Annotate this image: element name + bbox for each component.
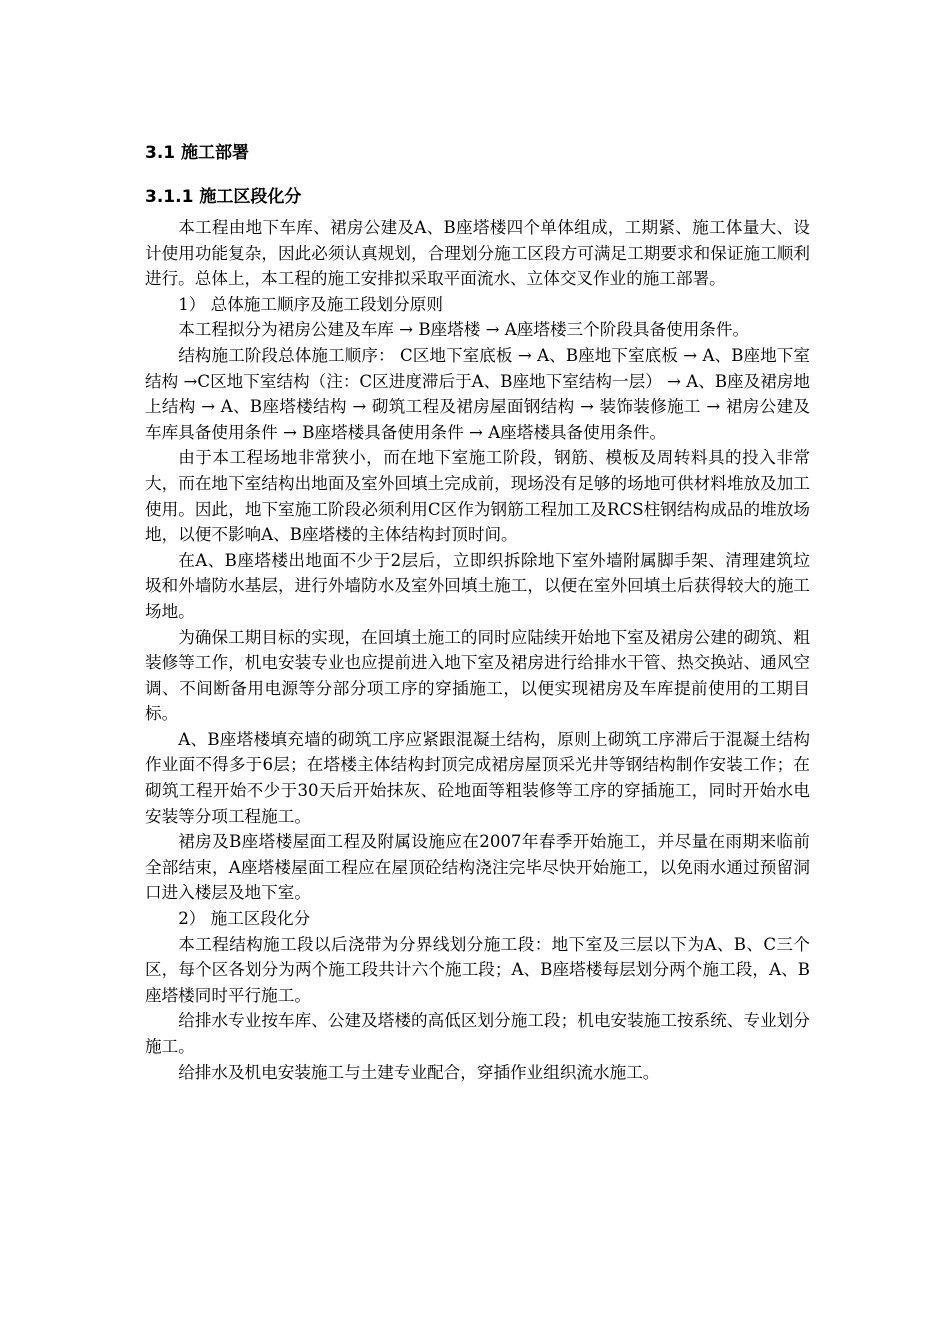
list-item-heading-2: 2） 施工区段化分 bbox=[178, 909, 311, 929]
section-heading: 3.1 施工部署 bbox=[145, 143, 250, 163]
paragraph-coordination: 给排水及机电安装施工与土建专业配合，穿插作业组织流水施工。 bbox=[178, 1062, 660, 1082]
paragraph-site-constraints: 由于本工程场地非常狭小，而在地下室施工阶段，钢筋、模板及周转料具的投入非常大，而在地下室结构出地面及室外回填土完成前，现场没有足够的场地可供材料堆放及加工使用。因此，地下室施工阶段必须利用C区作为钢筋工程加工及RCS柱钢结构成品的堆放场地，以便不影响A、B座塔楼的主体结构封顶时间。 bbox=[145, 448, 810, 545]
paragraph-plumbing: 给排水专业按车库、公建及塔楼的高低区划分施工段；机电安装施工按系统、专业划分施工。 bbox=[145, 1011, 810, 1056]
paragraph-masonry: A、B座塔楼填充墙的砌筑工序应紧跟混凝土结构，原则上砌筑工序滞后于混凝土结构作业面不得多于6层；在塔楼主体结构封顶完成裙房屋顶采光井等钢结构制作安装工作；在砌筑工程开始不少于30天后开始抹灰、砼地面等粗装修等工序的穿插施工，同时开始水电安装等分项工程施工。 bbox=[145, 729, 810, 826]
paragraph-sections: 本工程结构施工段以后浇带为分界线划分施工段：地下室及三层以下为A、B、C三个区，每个区各划分为两个施工段共计六个施工段；A、B座塔楼每层划分两个施工段，A、B座塔楼同时平行施工。 bbox=[145, 934, 810, 1005]
paragraph-roofing: 裙房及B座塔楼屋面工程及附属设施应在2007年春季开始施工，并尽量在雨期来临前全部结束，A座塔楼屋面工程应在屋顶砼结构浇注完毕尽快开始施工，以免雨水通过预留洞口进入楼层及地下室。 bbox=[145, 832, 810, 903]
paragraph-stages: 本工程拟分为裙房公建及车库 → B座塔楼 → A座塔楼三个阶段具备使用条件。 bbox=[178, 320, 750, 340]
body-text bbox=[145, 215, 810, 1085]
list-item-heading-1: 1） 总体施工顺序及施工段划分原则 bbox=[178, 294, 443, 314]
paragraph-schedule-goal: 为确保工期目标的实现，在回填土施工的同时应陆续开始地下室及裙房公建的砌筑、粗装修等工作，机电安装专业也应提前进入地下室及裙房进行给排水干管、热交换站、通风空调、不间断备用电源等分部分项工序的穿插施工，以便实现裙房及车库提前使用的工期目标。 bbox=[145, 627, 810, 724]
paragraph-intro: 本工程由地下车库、裙房公建及A、B座塔楼四个单体组成，工期紧、施工体量大、设计使用功能复杂，因此必须认真规划，合理划分施工区段方可满足工期要求和保证施工顺利进行。总体上，本工程的施工安排拟采取平面流水、立体交叉作业的施工部署。 bbox=[145, 218, 810, 289]
subsection-heading: 3.1.1 施工区段化分 bbox=[145, 187, 302, 207]
paragraph-backfill: 在A、B座塔楼出地面不少于2层后，立即织拆除地下室外墙附属脚手架、清理建筑垃圾和外墙防水基层，进行外墙防水及室外回填土施工，以便在室外回填土后获得较大的施工场地。 bbox=[145, 550, 810, 621]
paragraph-structure-sequence: 结构施工阶段总体施工顺序： C区地下室底板 → A、B座地下室底板 → A、B座地下室结构 →C区地下室结构（注：C区进度滞后于A、B座地下室结构一层） → A、B座及裙房地上结构 → A、B座塔楼结构 → 砌筑工程及裙房屋面钢结构 → 装饰装修施工 → 裙房公建及车库具备使用条件 → B座塔楼具备使用条件 → A座塔楼具备使用条件。 bbox=[145, 345, 810, 442]
